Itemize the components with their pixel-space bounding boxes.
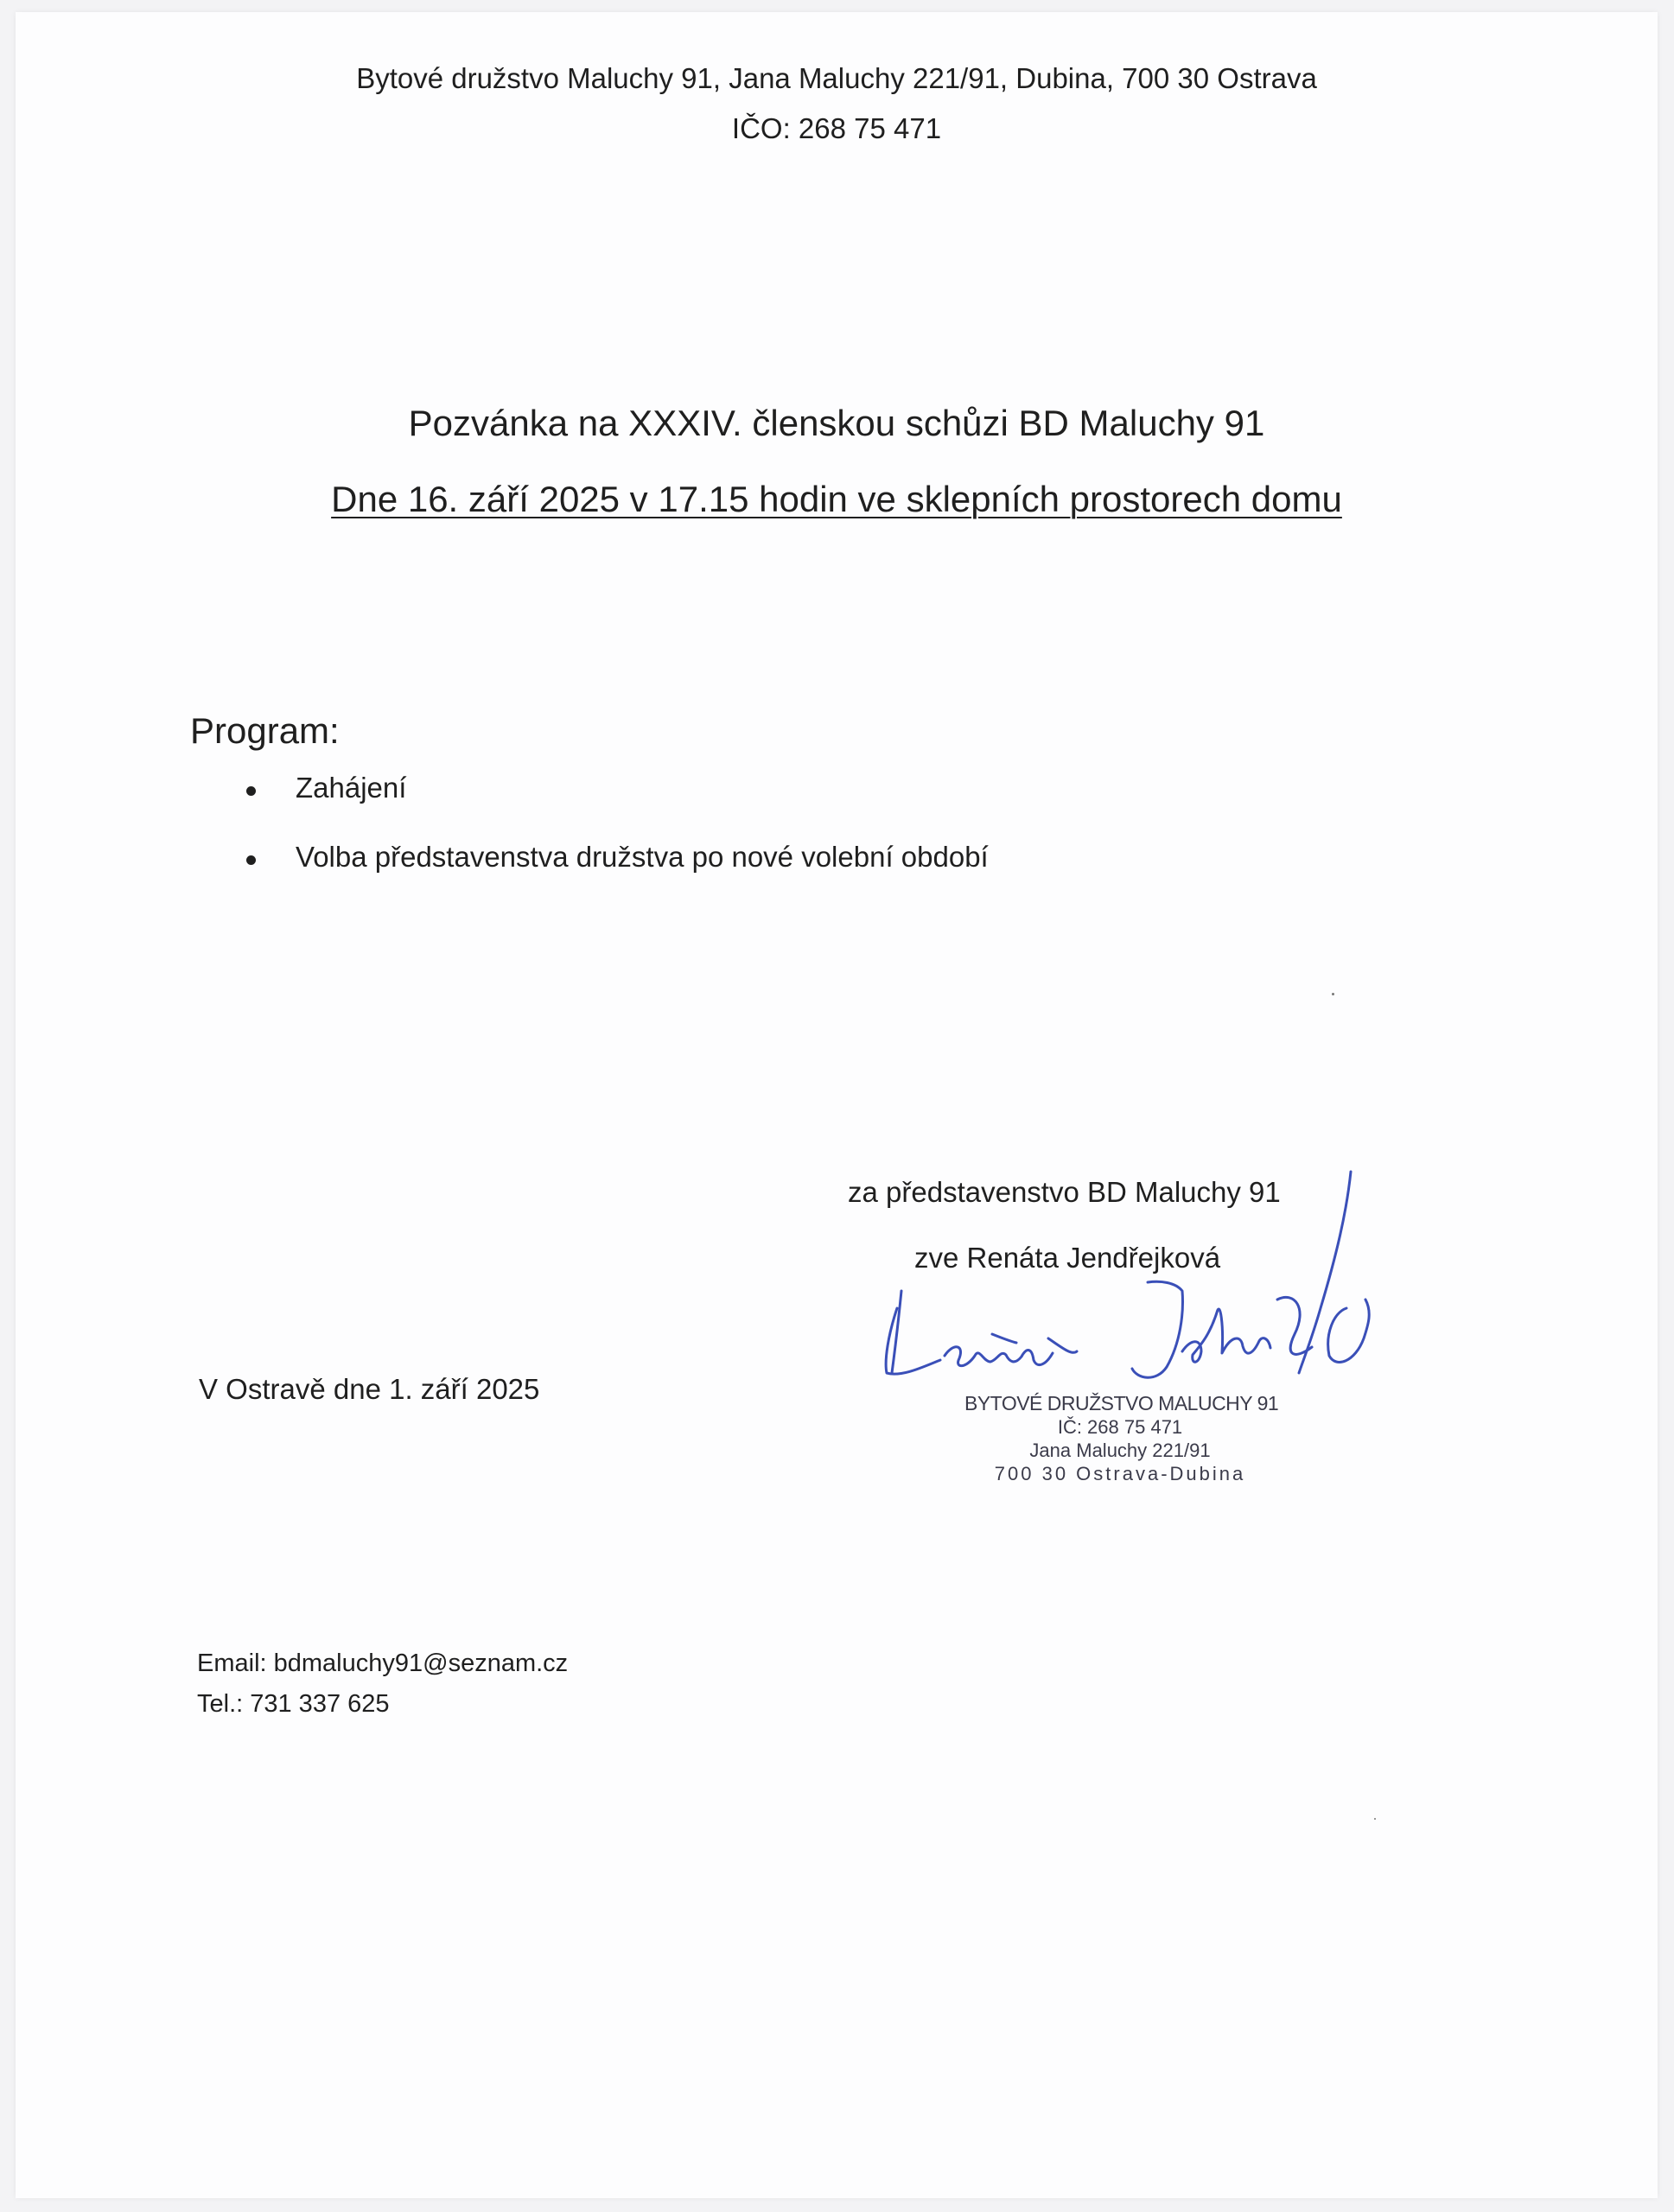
handwritten-signature	[862, 1161, 1381, 1403]
contact-email: Email: bdmaluchy91@seznam.cz	[197, 1649, 569, 1677]
program-heading: Program:	[190, 710, 340, 751]
stamp-line: 700 30 Ostrava-Dubina	[994, 1463, 1246, 1484]
stamp-line: BYTOVÉ DRUŽSTVO MALUCHY 91	[964, 1392, 1279, 1414]
header-ico: IČO: 268 75 471	[731, 112, 942, 144]
program-item	[242, 771, 989, 840]
invitation-date-line	[16, 479, 1658, 520]
program-item-text: Zahájení	[296, 772, 407, 804]
stamp-line: IČ: 268 75 471	[1057, 1416, 1183, 1438]
document-page	[16, 12, 1658, 2198]
contact-phone: Tel.: 731 337 625	[197, 1690, 390, 1718]
header-address: Bytové družstvo Maluchy 91, Jana Maluchy 221/91, Dubina, 700 30 Ostrava	[356, 62, 1317, 94]
scan-speck	[1374, 1818, 1376, 1820]
scan-speck	[1332, 993, 1334, 995]
stamp-line: Jana Maluchy 221/91	[1029, 1440, 1211, 1461]
signoff-name: zve Renáta Jendřejková	[914, 1242, 1221, 1274]
program-item-text: Volba představenstva družstva po nové volební období	[296, 841, 989, 873]
program-list	[242, 771, 989, 909]
program-item	[242, 840, 989, 909]
bullet-icon	[246, 855, 256, 865]
bullet-icon	[246, 786, 256, 796]
invitation-title: Pozvánka na XXXIV. členskou schůzi BD Maluchy 91	[408, 403, 1265, 443]
invitation-date-text: Dne 16. září 2025 v 17.15 hodin ve sklepních prostorech domu	[331, 479, 1342, 519]
company-stamp	[964, 1392, 1279, 1485]
place-and-date: V Ostravě dne 1. září 2025	[199, 1373, 540, 1405]
signoff-board: za představenstvo BD Maluchy 91	[848, 1176, 1281, 1208]
